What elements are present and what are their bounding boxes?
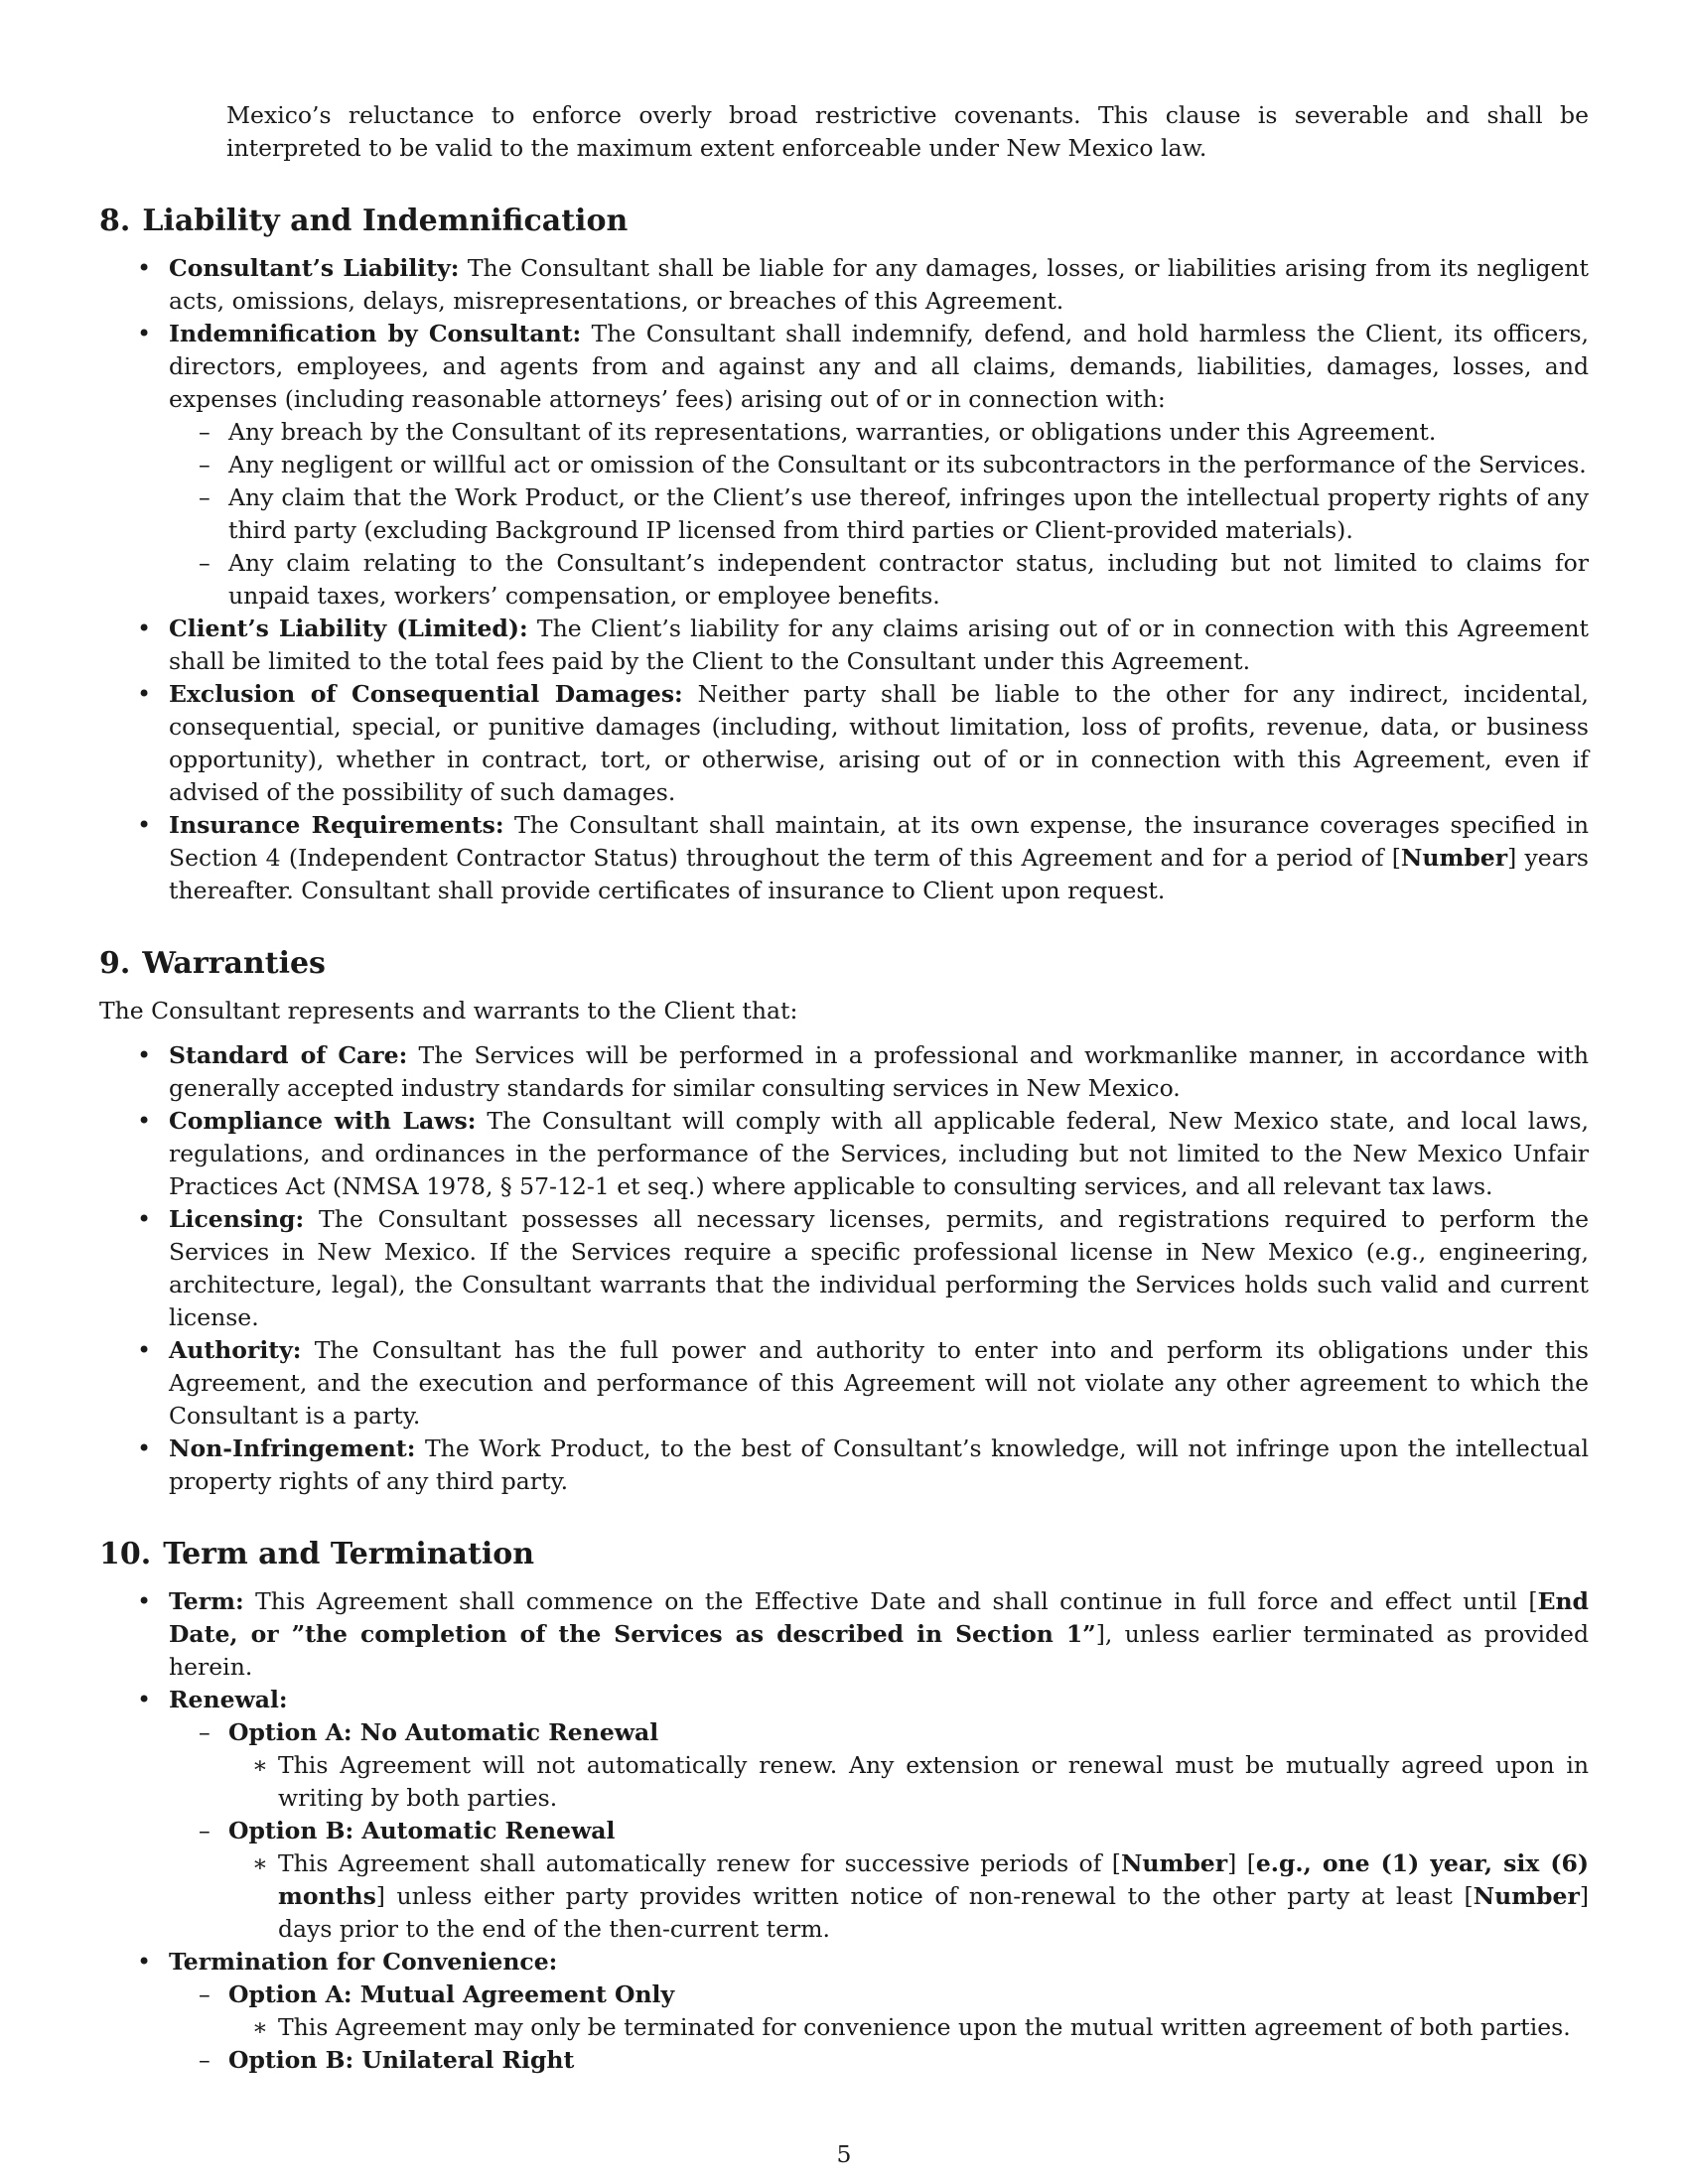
sub-sub-list-item bbox=[228, 1847, 1589, 1946]
section-intro: The Consultant represents and warrants to the Client that: bbox=[99, 997, 798, 1024]
section-number: 10. bbox=[99, 1537, 152, 1571]
section-8-heading bbox=[99, 203, 1589, 240]
section-title: Warranties bbox=[142, 946, 326, 981]
placeholder-bold: Number bbox=[1473, 1882, 1580, 1910]
item-label: Term: bbox=[169, 1587, 244, 1615]
sub-list bbox=[169, 1716, 1589, 1946]
sub-list-item bbox=[169, 2044, 1589, 2077]
sub-list-item bbox=[169, 1815, 1589, 1946]
item-label: Consultant’s Liability: bbox=[169, 254, 460, 282]
section-number: 8. bbox=[99, 204, 131, 238]
item-text: The Consultant will comply with all applicable federal, New Mexico state, and local laws, regulations, and ordinances in the performance of the Services, including but not limited to the New Mexico Unfair Practices Act (NMSA 1978, § 57-12-1 et seq.) where applicable to consulting services, and all relevant tax laws. bbox=[169, 1107, 1589, 1200]
page-number: 5 bbox=[836, 2140, 852, 2168]
item-text: ] unless either party provides written notice of non-renewal to the other party at least [ bbox=[375, 1882, 1474, 1910]
list-item bbox=[99, 1334, 1589, 1433]
sub-sub-list bbox=[228, 1847, 1589, 1946]
placeholder-bold: End Date, or ”the completion of the Services as described in Section 1” bbox=[169, 1587, 1589, 1648]
option-label: Option A: Mutual Agreement Only bbox=[228, 1980, 675, 2008]
option-label: Option A: No Automatic Renewal bbox=[228, 1718, 659, 1746]
section-number: 9. bbox=[99, 946, 131, 981]
item-text: ] years thereafter. Consultant shall provide certificates of insurance to Client upon request. bbox=[169, 844, 1589, 904]
item-text: ] days prior to the end of the then-current term. bbox=[278, 1882, 1589, 1943]
sub-sub-list-item: ∗ This Agreement will not automatically renew. Any extension or renewal must be mutually agreed upon in writing by both parties. bbox=[228, 1749, 1589, 1815]
item-text: ], unless earlier terminated as provided herein. bbox=[169, 1620, 1589, 1681]
placeholder-bold: Number bbox=[1400, 844, 1508, 872]
item-text: This Agreement shall commence on the Effective Date and shall continue in full force and effect until [ bbox=[243, 1587, 1538, 1615]
item-label: Termination for Convenience: bbox=[169, 1948, 558, 1976]
sub-list-item: – Any claim relating to the Consultant’s independent contractor status, including but not limited to claims for unpaid taxes, workers’ compensation, or employee benefits. bbox=[169, 547, 1589, 613]
list-item bbox=[99, 1203, 1589, 1334]
option-label: Option B: Automatic Renewal bbox=[228, 1817, 616, 1844]
item-label: Renewal: bbox=[169, 1686, 288, 1713]
list-item bbox=[99, 1684, 1589, 1946]
section-9-heading bbox=[99, 945, 1589, 983]
item-label: Client’s Liability (Limited): bbox=[169, 614, 528, 642]
item-text: The Consultant shall indemnify, defend, and hold harmless the Client, its officers, directors, employees, and agents from and against any and all claims, demands, liabilities, damages, losses, and expenses (including reasonable attorneys’ fees) arising out of or in connection with: bbox=[169, 320, 1589, 413]
list-item bbox=[99, 1433, 1589, 1498]
item-label: Insurance Requirements: bbox=[169, 811, 504, 839]
section-title: Term and Termination bbox=[163, 1537, 535, 1571]
sub-list-item: – Any claim that the Work Product, or the Client’s use thereof, infringes upon the intellectual property rights of any third party (excluding Background IP licensed from third parties or Client-provided materials). bbox=[169, 481, 1589, 547]
document-page bbox=[99, 99, 1589, 2077]
item-label: Indemnification by Consultant: bbox=[169, 320, 582, 347]
sub-sub-list bbox=[228, 1749, 1589, 1815]
list-item bbox=[99, 678, 1589, 809]
option-label: Option B: Unilateral Right bbox=[228, 2046, 575, 2074]
item-label: Exclusion of Consequential Damages: bbox=[169, 680, 683, 708]
item-label: Licensing: bbox=[169, 1205, 305, 1233]
item-text: The Consultant has the full power and authority to enter into and perform its obligations under this Agreement, and the execution and performance of this Agreement will not violate any other agreement to which the Consultant is a party. bbox=[169, 1336, 1589, 1430]
item-label: Compliance with Laws: bbox=[169, 1107, 477, 1135]
section-10-list bbox=[99, 1585, 1589, 2077]
sub-sub-list bbox=[228, 2011, 1589, 2044]
placeholder-bold: e.g., one (1) year, six (6) months bbox=[278, 1849, 1589, 1910]
placeholder-bold: Number bbox=[1120, 1849, 1228, 1877]
sub-list-item: – Any breach by the Consultant of its representations, warranties, or obligations under this Agreement. bbox=[169, 416, 1589, 449]
item-text: The Consultant shall maintain, at its own expense, the insurance coverages specified in Section 4 (Independent Contractor Status) throughout the term of this Agreement and for a period of [ bbox=[169, 811, 1589, 872]
item-text: ] [ bbox=[1227, 1849, 1256, 1877]
item-label: Standard of Care: bbox=[169, 1041, 408, 1069]
list-item bbox=[99, 809, 1589, 907]
sub-list bbox=[169, 1979, 1589, 2077]
item-label: Authority: bbox=[169, 1336, 302, 1364]
item-text: The Consultant shall be liable for any damages, losses, or liabilities arising from its negligent acts, omissions, delays, misrepresentations, or breaches of this Agreement. bbox=[169, 254, 1589, 315]
sub-sub-list-item: ∗ This Agreement may only be terminated for convenience upon the mutual written agreement of both parties. bbox=[228, 2011, 1589, 2044]
item-text: The Client’s liability for any claims arising out of or in connection with this Agreement shall be limited to the total fees paid by the Client to the Consultant under this Agreement. bbox=[169, 614, 1589, 675]
list-item bbox=[99, 1946, 1589, 2077]
item-text: This Agreement shall automatically renew for successive periods of [ bbox=[278, 1849, 1121, 1877]
item-text: The Consultant possesses all necessary licenses, permits, and registrations required to perform the Services in New Mexico. If the Services require a specific professional license in New Mexico (e.g., engineering, architecture, legal), the Consultant warrants that the individual performing the Services holds such valid and current license. bbox=[169, 1205, 1589, 1331]
section-title: Liability and Indemnification bbox=[142, 204, 629, 238]
list-item bbox=[99, 1585, 1589, 1684]
list-item bbox=[99, 1039, 1589, 1105]
section-8-list bbox=[99, 252, 1589, 907]
list-item bbox=[99, 1105, 1589, 1203]
list-item bbox=[99, 252, 1589, 318]
sub-list-item: – Any negligent or willful act or omission of the Consultant or its subcontractors in the performance of the Services. bbox=[169, 449, 1589, 481]
item-label: Non-Infringement: bbox=[169, 1434, 416, 1462]
sub-list-item bbox=[169, 1979, 1589, 2044]
item-text: The Work Product, to the best of Consultant’s knowledge, will not infringe upon the intellectual property rights of any third party. bbox=[169, 1434, 1589, 1495]
sub-list bbox=[169, 416, 1589, 613]
item-text: Neither party shall be liable to the other for any indirect, incidental, consequential, special, or punitive damages (including, without limitation, loss of profits, revenue, data, or business opportunity), whether in contract, tort, or otherwise, arising out of or in connection with this Agreement, even if advised of the possibility of such damages. bbox=[169, 680, 1589, 806]
section-9-list bbox=[99, 1039, 1589, 1498]
section-10-heading bbox=[99, 1536, 1589, 1573]
sub-list-item bbox=[169, 1716, 1589, 1815]
list-item bbox=[99, 318, 1589, 613]
list-item bbox=[99, 613, 1589, 678]
continuation-paragraph: Mexico’s reluctance to enforce overly broad restrictive covenants. This clause is severable and shall be interpreted to be valid to the maximum extent enforceable under New Mexico law. bbox=[226, 101, 1589, 162]
item-text: The Services will be performed in a professional and workmanlike manner, in accordance with generally accepted industry standards for similar consulting services in New Mexico. bbox=[169, 1041, 1589, 1102]
